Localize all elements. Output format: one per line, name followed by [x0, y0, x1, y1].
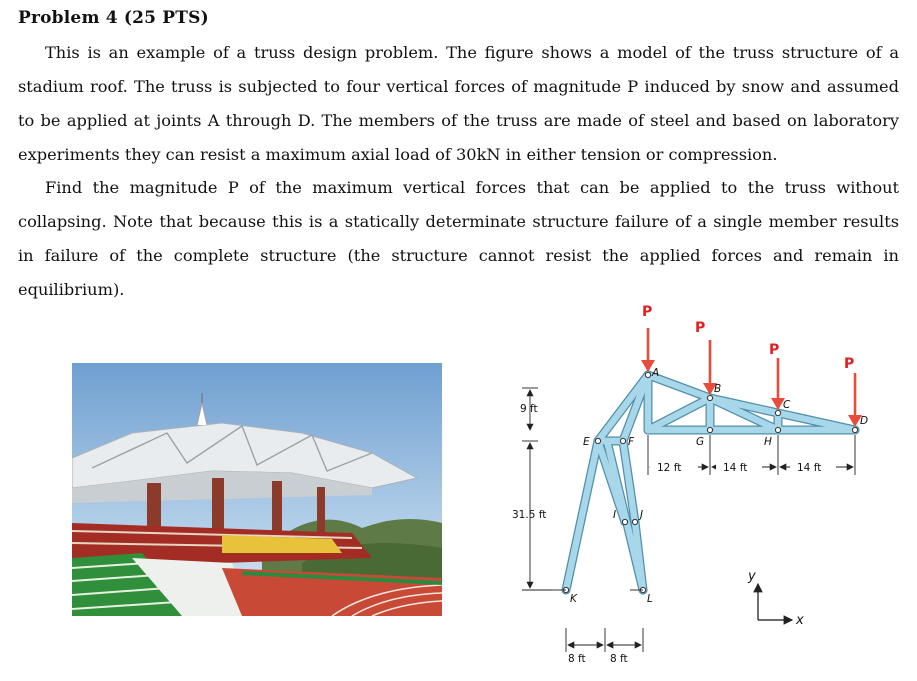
problem-title: Problem 4 (25 PTS)	[18, 8, 209, 28]
joint-label-c: C	[783, 399, 791, 411]
force-label-b: P	[695, 320, 706, 336]
joint-label-i: I	[613, 509, 617, 521]
paragraph-1-text: This is an example of a truss design problem. The figure shows a model of the truss structure of a stadium roof. The truss is subjected to four vertical forces of magnitude P induced by snow and assumed to be applied at joints A through D. The members of the truss are made of steel and based on laboratory experiments they can resist a maximum axial load of 30kN in either tension or compression.	[18, 43, 899, 164]
dim-label-14ft-a: 14 ft	[723, 462, 748, 474]
paragraph-2-text: Find the magnitude P of the maximum vertical forces that can be applied to the truss without collapsing. Note that because this is a statically determinate structure failure of a single member results in failure of the complete structure (the structure cannot resist the applied forces and remain in equilibrium).	[18, 178, 899, 299]
joint-label-g: G	[696, 436, 705, 448]
joint-label-l: L	[647, 593, 653, 605]
joint-label-k: K	[570, 593, 577, 605]
truss-diagram	[490, 290, 910, 680]
truss-members	[566, 375, 855, 590]
force-label-d: P	[844, 356, 855, 372]
dim-label-8ft-b: 8 ft	[610, 653, 628, 665]
joint-label-a: A	[652, 367, 660, 379]
joint-label-f: F	[628, 436, 635, 448]
problem-paragraph-2	[18, 171, 899, 307]
joint-label-e: E	[583, 436, 590, 448]
dim-label-9ft: 9 ft	[520, 403, 538, 415]
joint-label-j: J	[640, 509, 644, 521]
axis-label-x: x	[796, 613, 804, 628]
stadium-roof-photo	[72, 363, 442, 616]
joint-label-d: D	[860, 415, 869, 427]
joint-label-b: B	[714, 383, 722, 395]
joint-label-h: H	[764, 436, 772, 448]
axis-label-y: y	[748, 569, 756, 584]
dim-label-14ft-b: 14 ft	[797, 462, 822, 474]
coordinate-axes	[747, 569, 804, 628]
dim-label-31-5ft: 31.5 ft	[512, 509, 547, 521]
force-label-a: P	[642, 304, 653, 320]
dim-label-8ft-a: 8 ft	[568, 653, 586, 665]
force-label-c: P	[769, 342, 780, 358]
dim-label-12ft: 12 ft	[657, 462, 682, 474]
problem-paragraph-1	[18, 36, 899, 172]
